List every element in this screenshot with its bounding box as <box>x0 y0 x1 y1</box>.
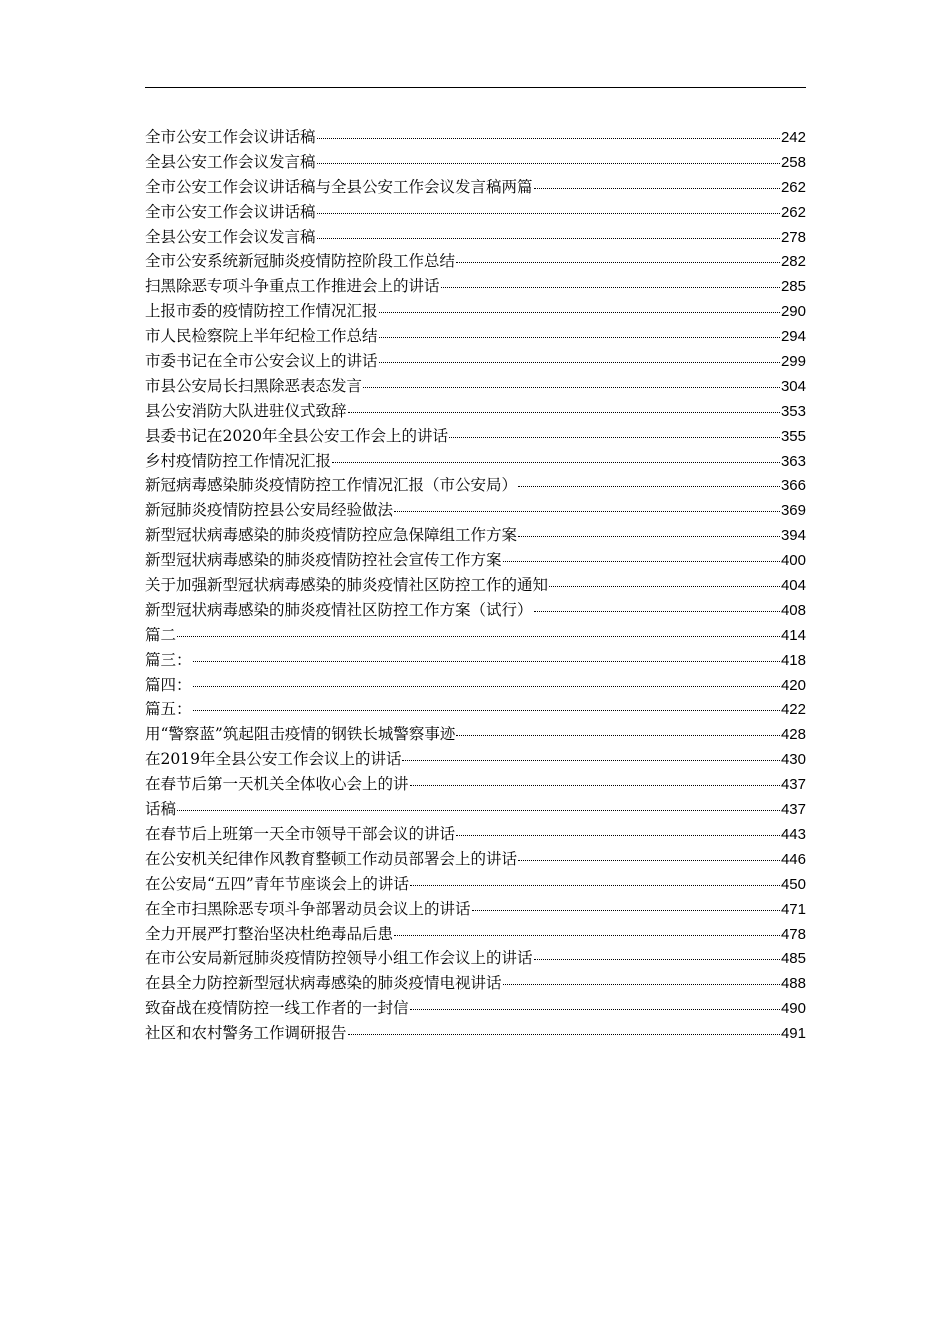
toc-entry-title: 县委书记在2020年全县公安工作会上的讲话 <box>145 426 448 445</box>
toc-entry[interactable] <box>145 648 806 673</box>
toc-entry-title: 新型冠状病毒感染的肺炎疫情防控社会宣传工作方案 <box>145 551 502 570</box>
toc-dot-leader <box>363 387 780 388</box>
toc-entry[interactable] <box>145 150 806 175</box>
toc-entry[interactable] <box>145 697 806 722</box>
toc-entry-title: 篇三： <box>145 650 192 669</box>
toc-dot-leader <box>317 238 780 239</box>
toc-dot-leader <box>534 959 780 960</box>
toc-entry[interactable] <box>145 449 806 474</box>
toc-entry[interactable] <box>145 523 806 548</box>
toc-entry[interactable] <box>145 399 806 424</box>
toc-entry-title: 全县公安工作会议发言稿 <box>145 152 316 171</box>
toc-entry-page-number: 355 <box>780 427 806 445</box>
toc-dot-leader <box>394 935 780 936</box>
toc-entry-page-number: 420 <box>780 676 806 694</box>
toc-entry-page-number: 262 <box>780 178 806 196</box>
toc-entry[interactable] <box>145 897 806 922</box>
toc-entry-page-number: 408 <box>780 601 806 619</box>
toc-dot-leader <box>549 586 780 587</box>
toc-entry-title: 在公安局“五四”青年节座谈会上的讲话 <box>145 874 409 893</box>
toc-entry[interactable] <box>145 299 806 324</box>
toc-entry-title: 在春节后上班第一天全市领导干部会议的讲话 <box>145 824 456 843</box>
toc-dot-leader <box>193 661 780 662</box>
toc-entry-page-number: 282 <box>780 253 806 271</box>
toc-entry-title: 全力开展严打整治坚决杜绝毒品后患 <box>145 924 394 943</box>
toc-entry-page-number: 369 <box>780 502 806 520</box>
toc-entry-title: 全市公安系统新冠肺炎疫情防控阶段工作总结 <box>145 252 456 271</box>
toc-dot-leader <box>332 462 780 463</box>
toc-entry-title: 用“警察蓝”筑起阻击疫情的钢铁长城警察事迹 <box>145 725 456 744</box>
toc-entry-title: 新冠肺炎疫情防控县公安局经验做法 <box>145 501 394 520</box>
toc-entry-title: 全市公安工作会议讲话稿与全县公安工作会议发言稿两篇 <box>145 177 533 196</box>
toc-entry-page-number: 299 <box>780 353 806 371</box>
toc-dot-leader <box>193 686 780 687</box>
toc-entry-page-number: 443 <box>780 825 806 843</box>
toc-entry-title: 篇四： <box>145 675 192 694</box>
toc-entry[interactable] <box>145 175 806 200</box>
toc-dot-leader <box>317 163 780 164</box>
toc-entry[interactable] <box>145 249 806 274</box>
toc-entry-page-number: 285 <box>780 278 806 296</box>
toc-entry-title: 市委书记在全市公安会议上的讲话 <box>145 352 378 371</box>
toc-entry-page-number: 437 <box>780 801 806 819</box>
toc-entry[interactable] <box>145 424 806 449</box>
toc-entry-title: 乡村疫情防控工作情况汇报 <box>145 451 332 470</box>
toc-entry[interactable] <box>145 200 806 225</box>
toc-entry-page-number: 437 <box>780 776 806 794</box>
toc-dot-leader <box>379 362 780 363</box>
toc-dot-leader <box>410 885 780 886</box>
toc-entry-page-number: 400 <box>780 552 806 570</box>
toc-dot-leader <box>534 611 780 612</box>
toc-entry-page-number: 290 <box>780 303 806 321</box>
toc-entry-page-number: 490 <box>780 1000 806 1018</box>
toc-dot-leader <box>441 287 780 288</box>
toc-entry-title: 在公安机关纪律作风教育整顿工作动员部署会上的讲话 <box>145 849 518 868</box>
toc-entry[interactable] <box>145 598 806 623</box>
toc-entry-title: 扫黑除恶专项斗争重点工作推进会上的讲话 <box>145 277 440 296</box>
toc-dot-leader <box>456 735 780 736</box>
toc-entry-page-number: 414 <box>780 626 806 644</box>
header-rule <box>145 87 806 88</box>
toc-entry-title: 市县公安局长扫黑除恶表态发言 <box>145 376 363 395</box>
toc-entry-page-number: 485 <box>780 950 806 968</box>
toc-entry-page-number: 450 <box>780 875 806 893</box>
toc-entry[interactable] <box>145 747 806 772</box>
toc-entry-page-number: 478 <box>780 925 806 943</box>
toc-dot-leader <box>410 785 780 786</box>
toc-entry-title: 在市公安局新冠肺炎疫情防控领导小组工作会议上的讲话 <box>145 949 533 968</box>
toc-entry-title: 在县全力防控新型冠状病毒感染的肺炎疫情电视讲话 <box>145 974 502 993</box>
toc-dot-leader <box>348 412 780 413</box>
toc-entry-title: 篇二 <box>145 625 177 644</box>
toc-dot-leader <box>410 1009 780 1010</box>
toc-dot-leader <box>177 810 780 811</box>
toc-entry[interactable] <box>145 349 806 374</box>
toc-entry-page-number: 428 <box>780 726 806 744</box>
toc-dot-leader <box>348 1034 780 1035</box>
toc-entry-title: 在全市扫黑除恶专项斗争部署动员会议上的讲话 <box>145 899 471 918</box>
toc-entry[interactable] <box>145 673 806 698</box>
toc-entry[interactable] <box>145 498 806 523</box>
toc-entry-page-number: 304 <box>780 377 806 395</box>
toc-entry[interactable] <box>145 274 806 299</box>
toc-dot-leader <box>394 511 780 512</box>
toc-entry[interactable] <box>145 797 806 822</box>
toc-entry-page-number: 446 <box>780 850 806 868</box>
toc-entry-page-number: 404 <box>780 577 806 595</box>
toc-entry-page-number: 422 <box>780 701 806 719</box>
toc-entry[interactable] <box>145 548 806 573</box>
toc-entry[interactable] <box>145 847 806 872</box>
toc-entry-page-number: 278 <box>780 228 806 246</box>
toc-entry-page-number: 353 <box>780 402 806 420</box>
toc-entry-page-number: 491 <box>780 1025 806 1043</box>
toc-entry[interactable] <box>145 125 806 150</box>
toc-dot-leader <box>317 138 780 139</box>
toc-entry[interactable] <box>145 872 806 897</box>
toc-entry[interactable] <box>145 822 806 847</box>
toc-entry-title: 全县公安工作会议发言稿 <box>145 227 316 246</box>
toc-entry-title: 县公安消防大队进驻仪式致辞 <box>145 401 347 420</box>
toc-dot-leader <box>534 188 780 189</box>
toc-dot-leader <box>456 262 780 263</box>
toc-entry[interactable] <box>145 473 806 498</box>
toc-entry-page-number: 258 <box>780 153 806 171</box>
toc-entry[interactable] <box>145 1021 806 1046</box>
toc-dot-leader <box>503 561 780 562</box>
toc-dot-leader <box>472 910 780 911</box>
toc-entry-title: 篇五： <box>145 700 192 719</box>
toc-entry[interactable] <box>145 324 806 349</box>
toc-entry-title: 全市公安工作会议讲话稿 <box>145 202 316 221</box>
toc-entry-title: 新冠病毒感染肺炎疫情防控工作情况汇报（市公安局） <box>145 476 518 495</box>
toc-entry-title: 在2019年全县公安工作会议上的讲话 <box>145 750 402 769</box>
toc-entry-title: 致奋战在疫情防控一线工作者的一封信 <box>145 999 409 1018</box>
toc-entry-title: 关于加强新型冠状病毒感染的肺炎疫情社区防控工作的通知 <box>145 576 549 595</box>
toc-entry[interactable] <box>145 722 806 747</box>
toc-entry[interactable] <box>145 374 806 399</box>
toc-dot-leader <box>518 860 780 861</box>
toc-dot-leader <box>379 337 780 338</box>
toc-entry-title: 在春节后第一天机关全体收心会上的讲 <box>145 775 409 794</box>
toc-entry[interactable] <box>145 225 806 250</box>
toc-dot-leader <box>379 312 780 313</box>
toc-entry[interactable] <box>145 971 806 996</box>
toc-entry-title: 上报市委的疫情防控工作情况汇报 <box>145 302 378 321</box>
toc-dot-leader <box>177 636 780 637</box>
toc-dot-leader <box>503 984 780 985</box>
toc-dot-leader <box>456 835 780 836</box>
toc-dot-leader <box>193 710 780 711</box>
toc-entry-page-number: 262 <box>780 203 806 221</box>
toc-entry-title: 话稿 <box>145 800 177 819</box>
toc-entry[interactable] <box>145 946 806 971</box>
toc-entry-page-number: 366 <box>780 477 806 495</box>
toc-entry-page-number: 488 <box>780 975 806 993</box>
toc-entry[interactable] <box>145 573 806 598</box>
toc-entry-title: 新型冠状病毒感染的肺炎疫情防控应急保障组工作方案 <box>145 526 518 545</box>
toc-dot-leader <box>518 486 780 487</box>
toc-entry[interactable] <box>145 772 806 797</box>
toc-entry-title: 全市公安工作会议讲话稿 <box>145 128 316 146</box>
table-of-contents <box>145 125 806 1046</box>
toc-entry[interactable] <box>145 623 806 648</box>
toc-entry-title: 社区和农村警务工作调研报告 <box>145 1024 347 1043</box>
toc-entry[interactable] <box>145 922 806 947</box>
toc-entry-title: 市人民检察院上半年纪检工作总结 <box>145 327 378 346</box>
toc-entry-page-number: 242 <box>780 129 806 146</box>
toc-dot-leader <box>402 760 780 761</box>
toc-entry-title: 新型冠状病毒感染的肺炎疫情社区防控工作方案（试行） <box>145 600 533 619</box>
toc-entry-page-number: 294 <box>780 328 806 346</box>
toc-entry-page-number: 430 <box>780 751 806 769</box>
toc-dot-leader <box>317 213 780 214</box>
toc-dot-leader <box>518 536 780 537</box>
toc-dot-leader <box>449 437 780 438</box>
toc-entry-page-number: 418 <box>780 651 806 669</box>
toc-entry-page-number: 394 <box>780 527 806 545</box>
toc-entry-page-number: 471 <box>780 900 806 918</box>
toc-entry-page-number: 363 <box>780 452 806 470</box>
toc-entry[interactable] <box>145 996 806 1021</box>
